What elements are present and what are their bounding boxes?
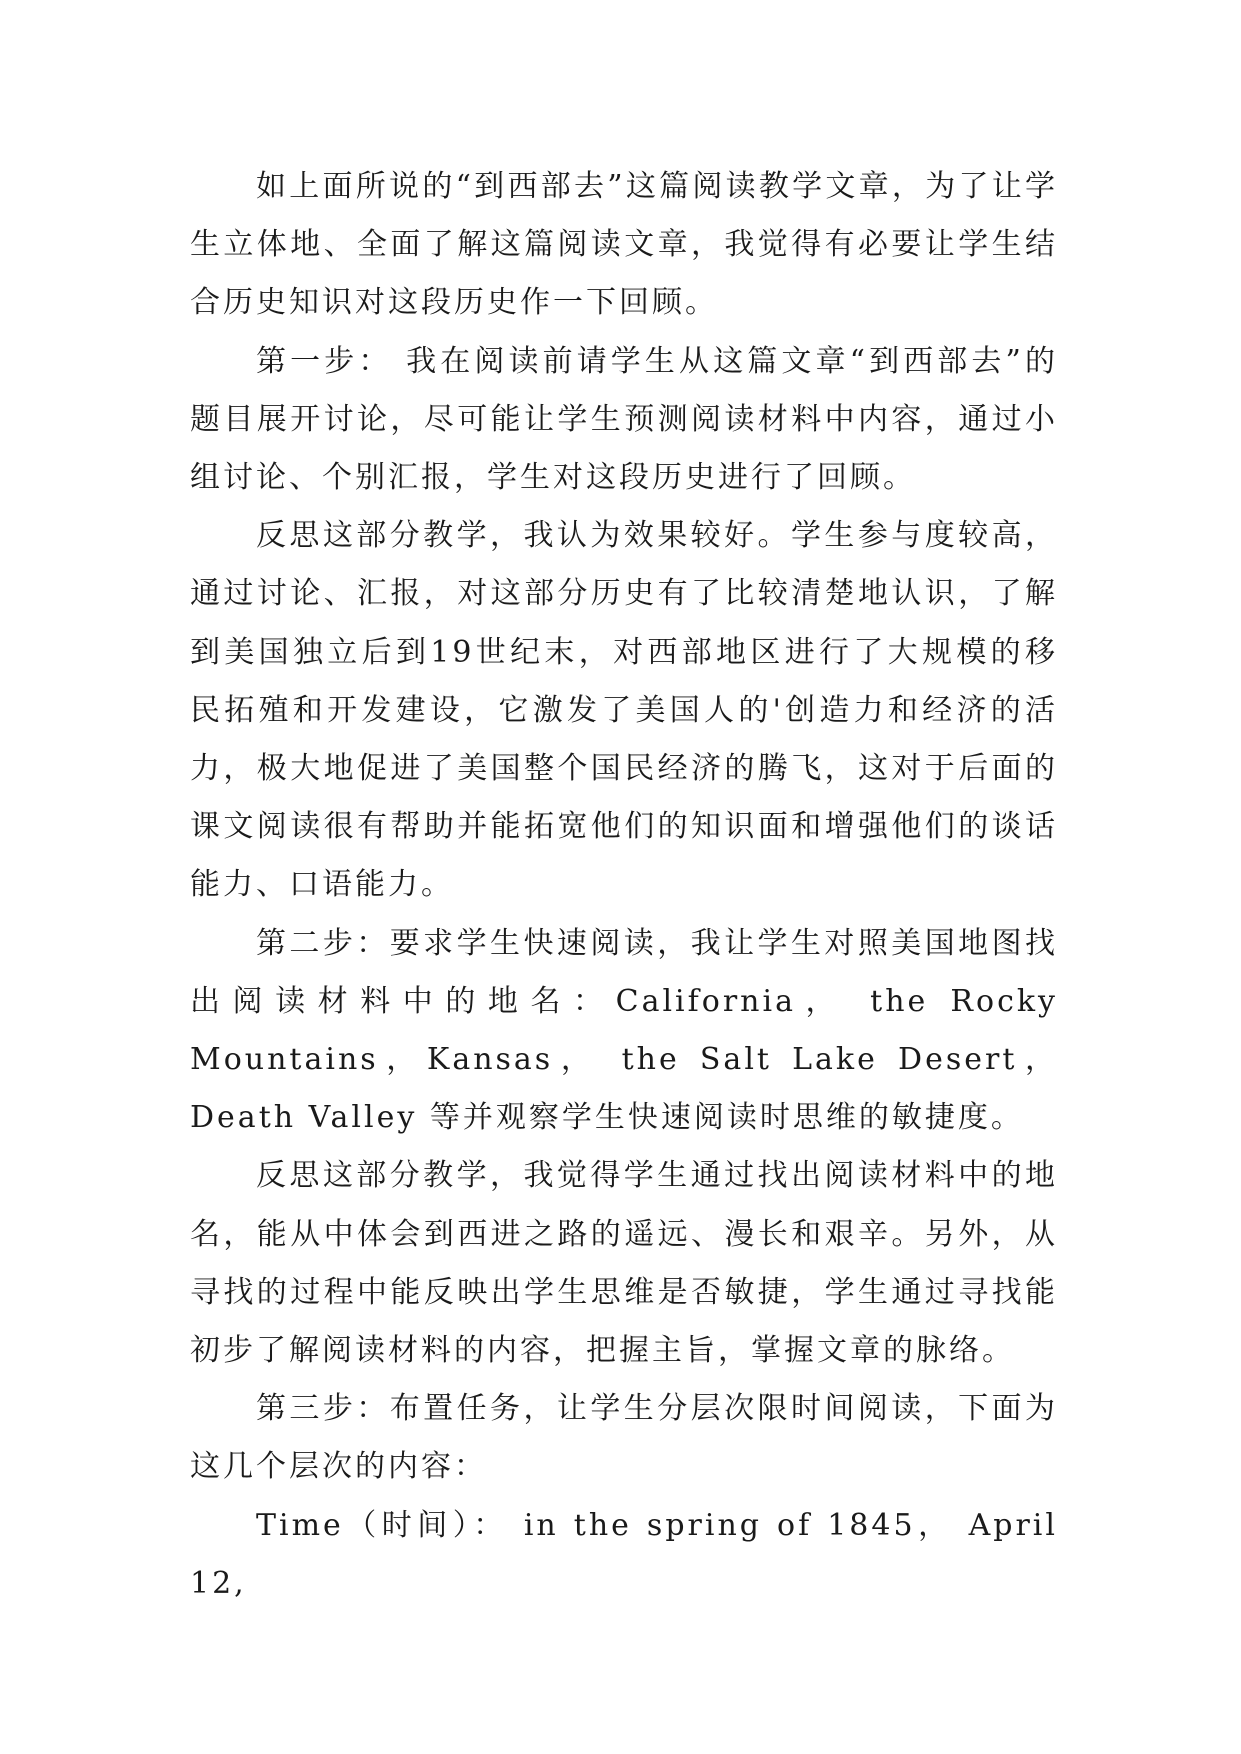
paragraph-reflection-one: 反思这部分教学，我认为效果较好。学生参与度较高，通过讨论、汇报，对这部分历史有了比较清楚地认识，了解到美国独立后到19世纪末，对西部地区进行了大规模的移民拓殖和开发建设，它激发了美国人的'创造力和经济的活力，极大地促进了美国整个国民经济的腾飞，这对于后面的课文阅读很有帮助并能拓宽他们的知识面和增强他们的谈话能力、口语能力。	[190, 518, 1058, 903]
document-body	[190, 158, 1058, 1613]
paragraph-time: Time（时间）： in the spring of 1845， April 12,	[190, 1507, 1058, 1601]
paragraph-reflection-two: 反思这部分教学，我觉得学生通过找出阅读材料中的地名，能从中体会到西进之路的遥远、漫长和艰辛。另外，从寻找的过程中能反映出学生思维是否敏捷，学生通过寻找能初步了解阅读材料的内容，把握主旨，掌握文章的脉络。	[190, 1158, 1058, 1369]
paragraph-step-one: 第一步： 我在阅读前请学生从这篇文章“到西部去”的题目展开讨论，尽可能让学生预测阅读材料中内容，通过小组讨论、个别汇报，学生对这段历史进行了回顾。	[190, 343, 1058, 496]
paragraph-intro: 如上面所说的“到西部去”这篇阅读教学文章，为了让学生立体地、全面了解这篇阅读文章，我觉得有必要让学生结合历史知识对这段历史作一下回顾。	[190, 169, 1058, 321]
paragraph-step-three: 第三步：布置任务，让学生分层次限时间阅读，下面为这几个层次的内容：	[190, 1391, 1058, 1485]
paragraph-step-two: 第二步：要求学生快速阅读，我让学生对照美国地图找出阅读材料中的地名：California， the Rocky Mountains，Kansas， the Salt Lake Desert， Death Valley 等并观察学生快速阅读时思维的敏捷度。	[190, 925, 1058, 1136]
